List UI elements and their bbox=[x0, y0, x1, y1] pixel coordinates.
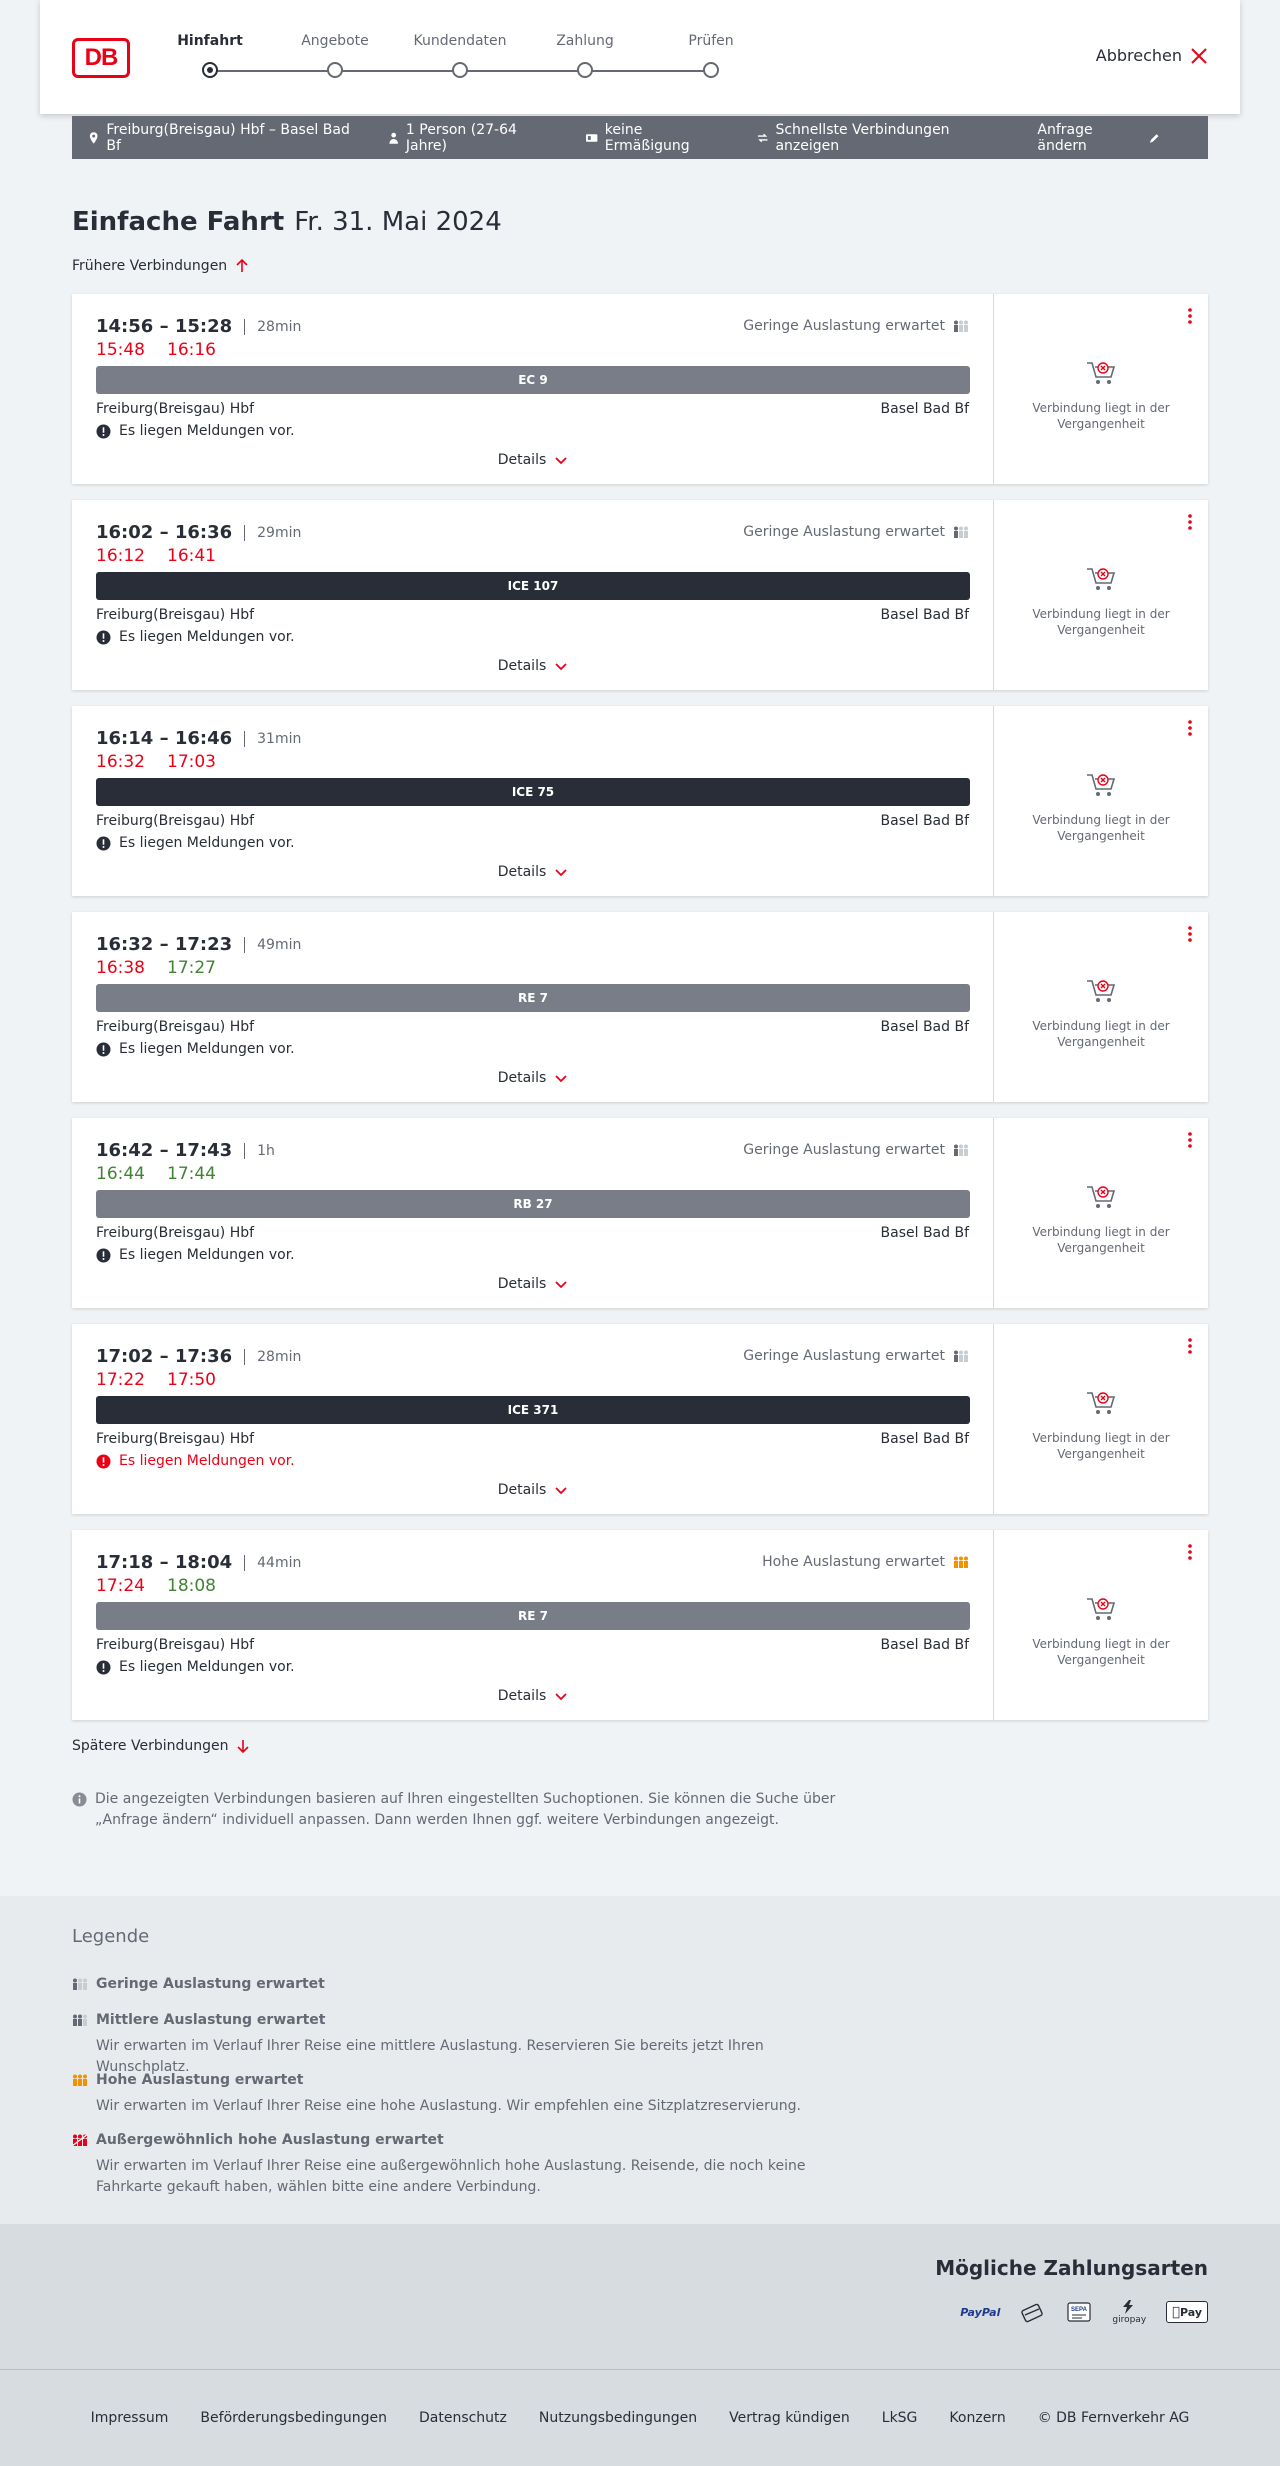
step-label: Zahlung bbox=[556, 33, 614, 49]
legend-title: Legende bbox=[72, 1926, 150, 1947]
step-pruefen bbox=[651, 33, 771, 53]
realtime-times bbox=[96, 1576, 216, 1596]
search-summary-bar bbox=[72, 116, 1208, 159]
connection-times bbox=[96, 522, 301, 543]
scheduled-times: 16:42 – 17:43 bbox=[96, 1140, 233, 1161]
disruption-message bbox=[96, 423, 295, 439]
divider bbox=[244, 525, 245, 541]
close-icon bbox=[1190, 47, 1208, 65]
step-zahlung bbox=[525, 33, 645, 53]
train-bar[interactable]: EC 9 bbox=[96, 366, 970, 394]
search-info-text: Die angezeigten Verbindungen basieren auf Ihren eingestellten Suchoptionen. Sie können die Suche über „Anfrage ändern“ individuell anpassen. Dann werden Ihnen ggf. weitere Verbindungen angezeigt. bbox=[95, 1791, 836, 1828]
disruption-text: Es liegen Meldungen vor. bbox=[119, 1041, 295, 1057]
alert-icon bbox=[96, 1248, 111, 1263]
step-label: Angebote bbox=[301, 33, 369, 49]
train-bar[interactable]: ICE 107 bbox=[96, 572, 970, 600]
realtime-departure: 16:38 bbox=[96, 958, 145, 978]
page-title-date: Fr. 31. Mai 2024 bbox=[294, 207, 502, 237]
alert-icon bbox=[96, 1454, 111, 1469]
sepa-icon bbox=[1066, 2298, 1092, 2326]
occupancy-indicator bbox=[743, 1348, 969, 1364]
sepa-label: SEPA bbox=[1071, 2307, 1088, 2313]
alert-icon bbox=[96, 836, 111, 851]
details-label: Details bbox=[497, 452, 547, 468]
step-dot bbox=[703, 62, 719, 78]
connection-card[interactable] bbox=[72, 500, 1208, 690]
details-label: Details bbox=[497, 658, 547, 674]
connection-times bbox=[96, 728, 301, 749]
scheduled-times: 16:14 – 16:46 bbox=[96, 728, 233, 749]
legend-item-title: Geringe Auslastung erwartet bbox=[96, 1976, 325, 1992]
offer-status-text: Verbindung liegt in der Vergangenheit bbox=[1032, 813, 1170, 843]
summary-mode-text: Schnellste Verbindungen anzeigen bbox=[775, 121, 950, 154]
duration: 28min bbox=[257, 1348, 302, 1365]
chevron-down-icon bbox=[554, 453, 568, 467]
pencil-icon bbox=[1149, 132, 1160, 144]
chevron-down-icon bbox=[554, 865, 568, 879]
offer-status-text: Verbindung liegt in der Vergangenheit bbox=[1032, 1637, 1170, 1667]
alert-icon bbox=[96, 1042, 111, 1057]
footer-links bbox=[0, 2410, 1280, 2426]
details-label: Details bbox=[497, 1070, 547, 1086]
duration: 28min bbox=[257, 318, 302, 335]
origin-station: Freiburg(Breisgau) Hbf bbox=[96, 401, 255, 417]
disruption-message bbox=[96, 1247, 295, 1263]
chevron-down-icon bbox=[554, 1689, 568, 1703]
cart-unavailable-icon bbox=[1085, 1595, 1117, 1623]
train-bar[interactable]: RE 7 bbox=[96, 1602, 970, 1630]
cart-unavailable-icon bbox=[1085, 359, 1117, 387]
connection-card[interactable] bbox=[72, 706, 1208, 896]
footer-link[interactable]: Beförderungsbedingungen bbox=[200, 2410, 387, 2426]
person-icon bbox=[388, 132, 399, 144]
chevron-down-icon bbox=[554, 1483, 568, 1497]
legend-item-text: Wir erwarten im Verlauf Ihrer Reise eine hohe Auslastung. Wir empfehlen eine Sitzplatzreservierung. bbox=[96, 2098, 801, 2114]
occupancy-high-icon bbox=[72, 2074, 88, 2086]
connection-main bbox=[72, 1530, 994, 1720]
divider bbox=[244, 319, 245, 335]
realtime-departure: 17:22 bbox=[96, 1370, 145, 1390]
offer-status-text: Verbindung liegt in der Vergangenheit bbox=[1032, 1019, 1170, 1049]
disruption-text: Es liegen Meldungen vor. bbox=[119, 1659, 295, 1675]
occupancy-label: Geringe Auslastung erwartet bbox=[743, 318, 945, 334]
cancel-button[interactable] bbox=[1096, 46, 1208, 65]
legend-section bbox=[0, 1896, 1280, 2224]
summary-mode[interactable] bbox=[757, 122, 1005, 154]
disruption-message bbox=[96, 1659, 295, 1675]
train-bar[interactable]: RE 7 bbox=[96, 984, 970, 1012]
summary-discount[interactable] bbox=[586, 122, 725, 154]
realtime-arrival: 18:08 bbox=[167, 1576, 216, 1596]
details-toggle[interactable] bbox=[72, 1276, 994, 1292]
db-logo[interactable]: DB bbox=[72, 38, 130, 78]
connection-offer bbox=[994, 1118, 1208, 1308]
origin-station: Freiburg(Breisgau) Hbf bbox=[96, 1431, 255, 1447]
legend-item-title: Außergewöhnlich hohe Auslastung erwartet bbox=[96, 2132, 444, 2148]
earlier-connections-label: Frühere Verbindungen bbox=[72, 258, 228, 274]
offer-status-text: Verbindung liegt in der Vergangenheit bbox=[1032, 1225, 1170, 1255]
giropay-icon bbox=[1112, 2298, 1146, 2326]
step-label: Prüfen bbox=[688, 33, 734, 49]
connection-times bbox=[96, 934, 301, 955]
disruption-message bbox=[96, 629, 295, 645]
step-label: Kundendaten bbox=[413, 33, 507, 49]
summary-passengers-text: 1 Person (27-64 Jahre) bbox=[405, 121, 517, 154]
footer-link[interactable]: Nutzungsbedingungen bbox=[538, 2410, 698, 2426]
connection-card[interactable] bbox=[72, 1118, 1208, 1308]
divider bbox=[244, 1143, 245, 1159]
destination-station: Basel Bad Bf bbox=[880, 1431, 969, 1447]
details-toggle[interactable] bbox=[72, 1688, 994, 1704]
legend-item-title: Mittlere Auslastung erwartet bbox=[96, 2012, 326, 2028]
occupancy-label: Geringe Auslastung erwartet bbox=[743, 1348, 945, 1364]
payment-title: Mögliche Zahlungsarten bbox=[935, 2256, 1208, 2280]
offer-status-text: Verbindung liegt in der Vergangenheit bbox=[1032, 607, 1170, 637]
occupancy-extreme-icon bbox=[72, 2134, 88, 2146]
more-options-icon[interactable] bbox=[1188, 1338, 1192, 1354]
details-toggle[interactable] bbox=[72, 452, 994, 468]
search-info-note bbox=[72, 1789, 852, 1831]
footer-link[interactable]: Konzern bbox=[949, 2410, 1006, 2426]
legend-item-title: Hohe Auslastung erwartet bbox=[96, 2072, 304, 2088]
occupancy-label: Hohe Auslastung erwartet bbox=[762, 1554, 945, 1570]
scheduled-times: 17:02 – 17:36 bbox=[96, 1346, 233, 1367]
duration: 44min bbox=[257, 1554, 302, 1571]
footer-link[interactable]: LkSG bbox=[881, 2410, 918, 2426]
step-hinfahrt[interactable] bbox=[150, 33, 270, 53]
connection-times bbox=[96, 1140, 275, 1161]
origin-station: Freiburg(Breisgau) Hbf bbox=[96, 1019, 255, 1035]
payment-logos bbox=[960, 2298, 1208, 2326]
occupancy-high-icon bbox=[953, 1556, 969, 1568]
offer-status-text: Verbindung liegt in der Vergangenheit bbox=[1032, 401, 1170, 431]
occupancy-low-icon bbox=[953, 1144, 969, 1156]
connection-offer bbox=[994, 912, 1208, 1102]
occupancy-low-icon bbox=[953, 526, 969, 538]
connection-main bbox=[72, 500, 994, 690]
step-label: Hinfahrt bbox=[177, 33, 243, 49]
more-options-icon[interactable] bbox=[1188, 720, 1192, 736]
info-icon bbox=[72, 1792, 87, 1807]
chevron-down-icon bbox=[554, 1277, 568, 1291]
connection-offer bbox=[994, 1530, 1208, 1720]
divider bbox=[244, 731, 245, 747]
occupancy-label: Geringe Auslastung erwartet bbox=[743, 1142, 945, 1158]
occupancy-low-icon bbox=[953, 1350, 969, 1362]
details-label: Details bbox=[497, 864, 547, 880]
scheduled-times: 16:02 – 16:36 bbox=[96, 522, 233, 543]
offer-status-text: Verbindung liegt in der Vergangenheit bbox=[1032, 1431, 1170, 1461]
apple-pay-icon bbox=[1166, 2301, 1208, 2323]
destination-station: Basel Bad Bf bbox=[880, 813, 969, 829]
more-options-icon[interactable] bbox=[1188, 308, 1192, 324]
page-title-trip-type: Einfache Fahrt bbox=[72, 207, 285, 237]
change-request-button[interactable] bbox=[1037, 122, 1160, 154]
location-pin-icon bbox=[88, 132, 99, 144]
origin-station: Freiburg(Breisgau) Hbf bbox=[96, 1637, 255, 1653]
scheduled-times: 16:32 – 17:23 bbox=[96, 934, 233, 955]
giropay-label: giropay bbox=[1112, 2315, 1147, 2325]
details-toggle[interactable] bbox=[72, 1070, 994, 1086]
occupancy-indicator bbox=[743, 1142, 969, 1158]
realtime-times bbox=[96, 958, 216, 978]
later-connections-label: Spätere Verbindungen bbox=[72, 1738, 229, 1754]
connection-offer bbox=[994, 1324, 1208, 1514]
cancel-label: Abbrechen bbox=[1095, 46, 1182, 65]
alert-icon bbox=[96, 630, 111, 645]
payment-methods-section bbox=[0, 2224, 1280, 2369]
chevron-down-icon bbox=[554, 1071, 568, 1085]
later-connections-link[interactable] bbox=[72, 1738, 250, 1754]
divider bbox=[244, 1555, 245, 1571]
disruption-text: Es liegen Meldungen vor. bbox=[119, 1453, 295, 1469]
alert-icon bbox=[96, 1660, 111, 1675]
bahncard-icon bbox=[586, 132, 597, 144]
summary-route[interactable] bbox=[88, 122, 356, 154]
duration: 31min bbox=[257, 730, 302, 747]
occupancy-low-icon bbox=[953, 320, 969, 332]
apple-glyph bbox=[1172, 2305, 1180, 2320]
apple-pay-label: Pay bbox=[1179, 2305, 1202, 2319]
connection-times bbox=[96, 316, 301, 337]
train-bar[interactable]: ICE 75 bbox=[96, 778, 970, 806]
cart-unavailable-icon bbox=[1085, 565, 1117, 593]
more-options-icon[interactable] bbox=[1188, 926, 1192, 942]
disruption-message bbox=[96, 1041, 295, 1057]
footer bbox=[0, 2369, 1280, 2466]
connection-offer bbox=[994, 500, 1208, 690]
earlier-connections-link[interactable] bbox=[72, 258, 249, 274]
realtime-departure: 15:48 bbox=[96, 340, 145, 360]
connection-main bbox=[72, 1324, 994, 1514]
summary-route-text: Freiburg(Breisgau) Hbf – Basel Bad Bf bbox=[106, 121, 350, 154]
realtime-arrival: 17:27 bbox=[167, 958, 216, 978]
arrow-down-icon bbox=[236, 1739, 250, 1753]
realtime-arrival: 17:03 bbox=[167, 752, 216, 772]
more-options-icon[interactable] bbox=[1188, 1132, 1192, 1148]
origin-station: Freiburg(Breisgau) Hbf bbox=[96, 607, 255, 623]
connection-main bbox=[72, 1118, 994, 1308]
disruption-message bbox=[96, 835, 295, 851]
connection-times bbox=[96, 1552, 301, 1573]
occupancy-medium-icon bbox=[72, 2014, 88, 2026]
footer-link[interactable]: Vertrag kündigen bbox=[729, 2410, 850, 2426]
summary-discount-text: keine Ermäßigung bbox=[604, 121, 690, 154]
details-label: Details bbox=[497, 1276, 547, 1292]
divider bbox=[244, 1349, 245, 1365]
step-dot bbox=[327, 62, 343, 78]
details-toggle[interactable] bbox=[72, 658, 994, 674]
realtime-arrival: 17:44 bbox=[167, 1164, 216, 1184]
scheduled-times: 14:56 – 15:28 bbox=[96, 316, 233, 337]
realtime-arrival: 16:41 bbox=[167, 546, 216, 566]
realtime-times bbox=[96, 1164, 216, 1184]
disruption-text: Es liegen Meldungen vor. bbox=[119, 835, 295, 851]
cart-unavailable-icon bbox=[1085, 1389, 1117, 1417]
realtime-times bbox=[96, 752, 216, 772]
realtime-times bbox=[96, 546, 216, 566]
origin-station: Freiburg(Breisgau) Hbf bbox=[96, 813, 255, 829]
connection-card[interactable] bbox=[72, 294, 1208, 484]
train-bar[interactable]: RB 27 bbox=[96, 1190, 970, 1218]
arrow-up-icon bbox=[235, 259, 249, 273]
credit-card-icon bbox=[1020, 2298, 1046, 2326]
top-header bbox=[40, 0, 1240, 114]
connection-times bbox=[96, 1346, 301, 1367]
summary-passengers[interactable] bbox=[388, 122, 555, 154]
train-bar[interactable]: ICE 371 bbox=[96, 1396, 970, 1424]
legend-item-medium bbox=[72, 2012, 852, 2078]
footer-link[interactable]: Impressum bbox=[90, 2410, 169, 2426]
alert-icon bbox=[96, 424, 111, 439]
legend-item-high bbox=[72, 2072, 852, 2117]
realtime-arrival: 17:50 bbox=[167, 1370, 216, 1390]
connection-offer bbox=[994, 706, 1208, 896]
connection-main bbox=[72, 912, 994, 1102]
disruption-text: Es liegen Meldungen vor. bbox=[119, 1247, 295, 1263]
disruption-text: Es liegen Meldungen vor. bbox=[119, 629, 295, 645]
details-label: Details bbox=[497, 1482, 547, 1498]
details-label: Details bbox=[497, 1688, 547, 1704]
realtime-arrival: 16:16 bbox=[167, 340, 216, 360]
destination-station: Basel Bad Bf bbox=[880, 401, 969, 417]
legend-item-low bbox=[72, 1976, 852, 1992]
occupancy-label: Geringe Auslastung erwartet bbox=[743, 524, 945, 540]
realtime-times bbox=[96, 1370, 216, 1390]
occupancy-low-icon bbox=[72, 1978, 88, 1990]
cart-unavailable-icon bbox=[1085, 1183, 1117, 1211]
divider bbox=[244, 937, 245, 953]
change-request-label: Anfrage ändern bbox=[1037, 121, 1093, 154]
footer-link[interactable]: Datenschutz bbox=[418, 2410, 507, 2426]
occupancy-indicator bbox=[762, 1554, 969, 1570]
step-angebote bbox=[275, 33, 395, 53]
duration: 29min bbox=[257, 524, 302, 541]
disruption-message bbox=[96, 1453, 295, 1469]
legend-item-extreme bbox=[72, 2132, 852, 2198]
legend-item-text: Wir erwarten im Verlauf Ihrer Reise eine außergewöhnlich hohe Auslastung. Reisende, die noch keine Fahrkarte gekauft haben, wählen bitte eine andere Verbindung. bbox=[96, 2158, 806, 2195]
chevron-down-icon bbox=[554, 659, 568, 673]
duration: 49min bbox=[257, 936, 302, 953]
disruption-text: Es liegen Meldungen vor. bbox=[119, 423, 295, 439]
step-dot-active bbox=[202, 62, 218, 78]
destination-station: Basel Bad Bf bbox=[880, 1637, 969, 1653]
details-toggle[interactable] bbox=[72, 864, 994, 880]
connection-main bbox=[72, 294, 994, 484]
destination-station: Basel Bad Bf bbox=[880, 607, 969, 623]
connection-main bbox=[72, 706, 994, 896]
connection-card[interactable] bbox=[72, 1530, 1208, 1720]
step-kundendaten bbox=[400, 33, 520, 53]
step-dot bbox=[577, 62, 593, 78]
paypal-icon: PayPal bbox=[960, 2305, 1001, 2319]
duration: 1h bbox=[257, 1142, 275, 1159]
details-toggle[interactable] bbox=[72, 1482, 994, 1498]
realtime-departure: 16:44 bbox=[96, 1164, 145, 1184]
connection-card[interactable] bbox=[72, 1324, 1208, 1514]
destination-station: Basel Bad Bf bbox=[880, 1019, 969, 1035]
cart-unavailable-icon bbox=[1085, 771, 1117, 799]
realtime-departure: 16:12 bbox=[96, 546, 145, 566]
destination-station: Basel Bad Bf bbox=[880, 1225, 969, 1241]
connection-offer bbox=[994, 294, 1208, 484]
swap-arrows-icon bbox=[757, 132, 768, 144]
footer-link[interactable]: © DB Fernverkehr AG bbox=[1037, 2410, 1190, 2426]
legend-item-text: Wir erwarten im Verlauf Ihrer Reise eine mittlere Auslastung. Reservieren Sie bereits jetzt Ihren Wunschplatz. bbox=[96, 2038, 764, 2075]
origin-station: Freiburg(Breisgau) Hbf bbox=[96, 1225, 255, 1241]
step-dot bbox=[452, 62, 468, 78]
realtime-times bbox=[96, 340, 216, 360]
realtime-departure: 16:32 bbox=[96, 752, 145, 772]
occupancy-indicator bbox=[743, 524, 969, 540]
occupancy-indicator bbox=[743, 318, 969, 334]
realtime-departure: 17:24 bbox=[96, 1576, 145, 1596]
page-title bbox=[72, 207, 502, 237]
more-options-icon[interactable] bbox=[1188, 1544, 1192, 1560]
connection-card[interactable] bbox=[72, 912, 1208, 1102]
cart-unavailable-icon bbox=[1085, 977, 1117, 1005]
scheduled-times: 17:18 – 18:04 bbox=[96, 1552, 233, 1573]
more-options-icon[interactable] bbox=[1188, 514, 1192, 530]
